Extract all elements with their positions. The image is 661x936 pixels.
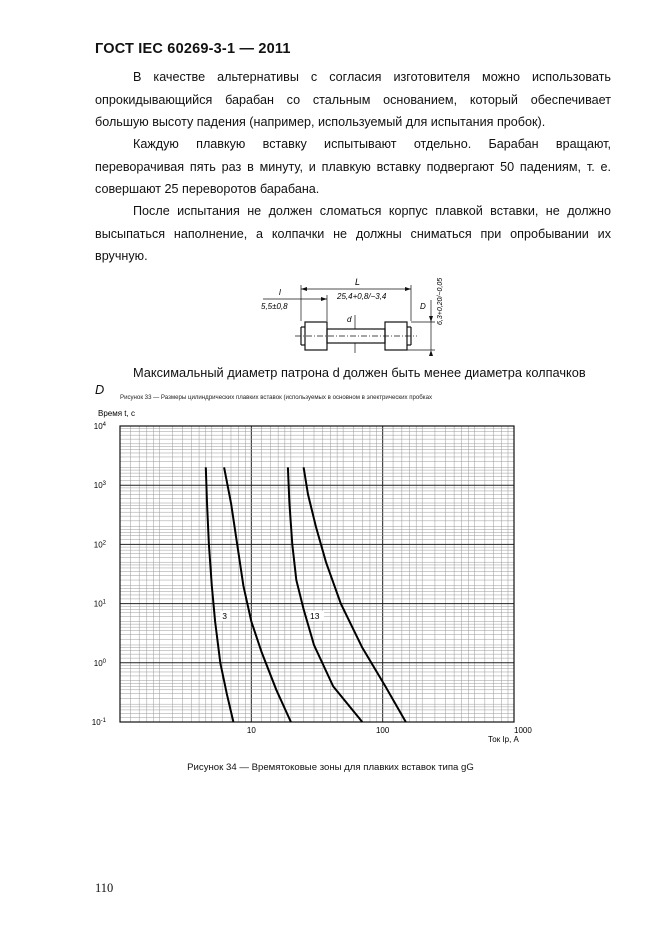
dim-d-symbol: d [347, 315, 352, 324]
paragraph-test-result: После испытания не должен сломаться корпус плавкой вставки, не должно высыпаться наполнение, а колпачки не должны сниматься при опробывании их вручную. [95, 204, 611, 263]
figure33-note-symbol: D [95, 382, 105, 397]
y-tick-label: $10^4$ [93, 422, 106, 431]
dim-l-value: 5,5±0,8 [261, 302, 288, 311]
figure34-caption: Рисунок 34 — Времятоковые зоны для плавких вставок типа gG [187, 762, 474, 773]
fuse-dimension-sketch [255, 275, 455, 360]
chart-grid [120, 426, 514, 722]
y-axis-label: Время t, с [98, 409, 135, 418]
x-tick-label: 1000 [514, 726, 532, 735]
y-tick-label: $10^1$ [93, 599, 106, 609]
paragraph-test-procedure: Каждую плавкую вставку испытывают отдельно. Барабан вращают, переворачивая пять раз в минуту, и плавкую вставку подвергают 50 падениям, т. е. совершают 25 переворотов барабана. [95, 137, 611, 196]
dim-L-symbol: L [355, 277, 361, 287]
y-tick-label: $10^{-1}$ [91, 718, 106, 727]
dim-l-symbol: l [279, 288, 281, 297]
zone-label: 3 [222, 610, 227, 621]
x-axis-label: Ток Ip, А [488, 735, 519, 744]
y-tick-label: $10^2$ [93, 540, 106, 550]
x-tick-label: 100 [375, 726, 390, 735]
plot-frame [120, 426, 514, 722]
dim-D-value: 6,3+0,20/−0,05 [437, 277, 444, 325]
y-tick-label: $10^3$ [93, 481, 106, 491]
figure33-caption: Рисунок 33 — Размеры цилиндрических плавких вставок (используемых в основном в электрических пробках [120, 394, 433, 401]
y-tick-label: $10^0$ [93, 658, 106, 668]
time-current-chart [88, 404, 548, 746]
dim-D-symbol: D [420, 302, 426, 311]
dim-L-value: 25,4+0,8/−3,4 [337, 292, 387, 301]
zone-label: 13 [310, 610, 320, 621]
figure33-note: Максимальный диаметр патрона d должен быть менее диаметра колпачков [133, 365, 586, 380]
page-number: 110 [95, 881, 114, 895]
paragraph-tumbling-drum: В качестве альтернативы с согласия изготовителя можно использовать опрокидывающийся барабан со стальным основанием, который обеспечивает большую высоту падения (например, используемый для испытания пробок). [95, 70, 611, 129]
x-tick-label: 10 [246, 726, 256, 735]
document-header: ГОСТ IEC 60269-3-1 — 2011 [95, 41, 291, 57]
